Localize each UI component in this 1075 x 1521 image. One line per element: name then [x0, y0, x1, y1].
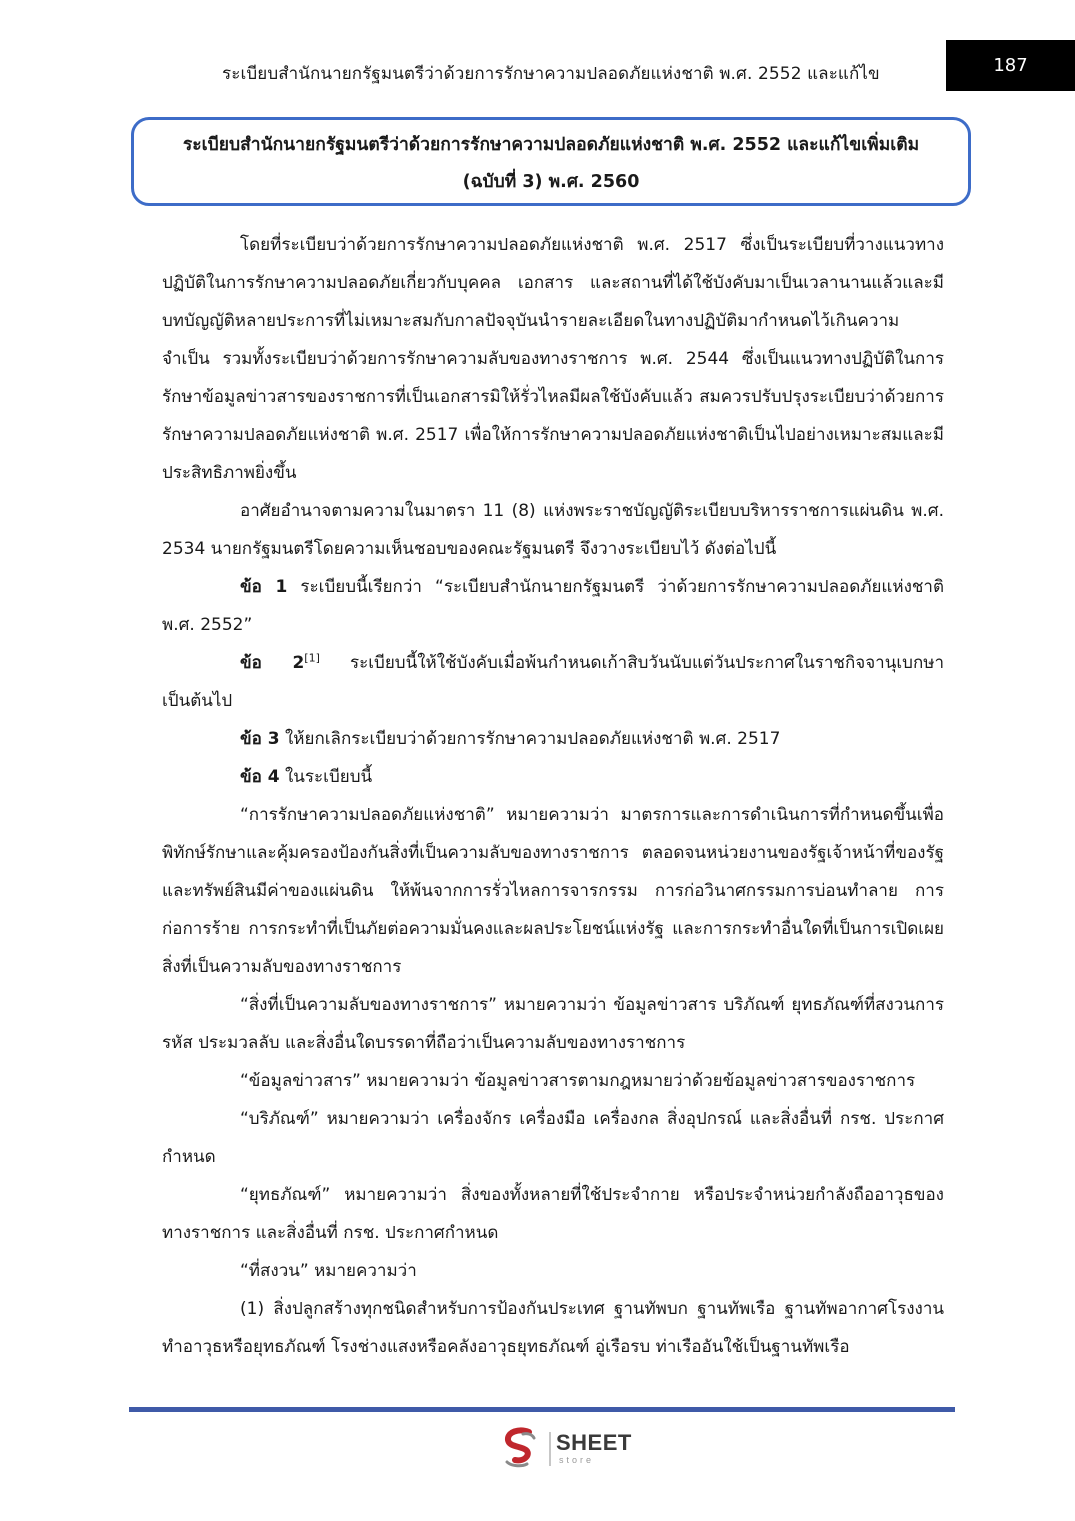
definition-military-supplies: “ยุทธภัณฑ์” หมายความว่า สิ่งของทั้งหลายที่ใช้ประจำกาย หรือประจำหน่วยกำลังถืออาวุธของทางราชการ และสิ่งอื่นที่ กรช. ประกาศกำหนด — [162, 1185, 944, 1243]
sheet-store-logo — [499, 1426, 659, 1472]
clause-4 — [162, 758, 944, 796]
clause-3 — [162, 720, 944, 758]
clause-2-text: ระเบียบนี้ให้ใช้บังคับเมื่อพ้นกำหนดเก้าสิบวันนับแต่วันประกาศในราชกิจจานุเบกษาเป็นต้นไป — [162, 653, 944, 711]
clause-2-label: ข้อ 2 — [240, 653, 305, 673]
definition-restricted-area-item-1: (1) สิ่งปลูกสร้างทุกชนิดสำหรับการป้องกันประเทศ ฐานทัพบก ฐานทัพเรือ ฐานทัพอากาศโรงงานทำอาวุธหรือยุทธภัณฑ์ โรงช่างแสงหรือคลังอาวุธยุทธภัณฑ์ อู่เรือรบ ท่าเรืออันใช้เป็นฐานทัพเรือ — [162, 1299, 944, 1357]
clause-2-footnote-ref: [1] — [304, 651, 320, 665]
running-header-title: ระเบียบสำนักนายกรัฐมนตรีว่าด้วยการรักษาความปลอดภัยแห่งชาติ พ.ศ. 2552 และแก้ไข — [222, 64, 880, 84]
page-number: 187 — [946, 40, 1075, 91]
clause-4-label: ข้อ 4 — [240, 767, 280, 787]
logo-wordmark: SHEET — [556, 1430, 632, 1455]
definition-restricted-area: “ที่สงวน” หมายความว่า — [240, 1261, 417, 1281]
running-header — [0, 58, 1075, 88]
preamble-paragraph: โดยที่ระเบียบว่าด้วยการรักษาความปลอดภัยแห่งชาติ พ.ศ. 2517 ซึ่งเป็นระเบียบที่วางแนวทางปฏิบัติในการรักษาความปลอดภัยเกี่ยวกับบุคคล เอกสาร และสถานที่ได้ใช้บังคับมาเป็นเวลานานแล้วและมีบทบัญญัติหลายประการที่ไม่เหมาะสมกับกาลปัจจุบันนำรายละเอียดในทางปฏิบัติมากำหนดไว้เกินความจำเป็น รวมทั้งระเบียบว่าด้วยการรักษาความลับของทางราชการ พ.ศ. 2544 ซึ่งเป็นแนวทางปฏิบัติในการรักษาข้อมูลข่าวสารของราชการที่เป็นเอกสารมิให้รั่วไหลมีผลใช้บังคับแล้ว สมควรปรับปรุงระเบียบว่าด้วยการรักษาความปลอดภัยแห่งชาติ พ.ศ. 2517 เพื่อให้การรักษาความปลอดภัยแห่งชาติเป็นไปอย่างเหมาะสมและมีประสิทธิภาพยิ่งขึ้น — [162, 235, 944, 483]
definition-information: “ข้อมูลข่าวสาร” หมายความว่า ข้อมูลข่าวสารตามกฎหมายว่าด้วยข้อมูลข่าวสารของราชการ — [240, 1071, 916, 1091]
definition-official-secret: “สิ่งที่เป็นความลับของทางราชการ” หมายความว่า ข้อมูลข่าวสาร บริภัณฑ์ ยุทธภัณฑ์ที่สงวนการรหัส ประมวลลับ และสิ่งอื่นใดบรรดาที่ถือว่าเป็นความลับของทางราชการ — [162, 995, 944, 1053]
clause-3-label: ข้อ 3 — [240, 729, 280, 749]
definition-national-security: “การรักษาความปลอดภัยแห่งชาติ” หมายความว่า มาตรการและการดำเนินการที่กำหนดขึ้นเพื่อพิทักษ์รักษาและคุ้มครองป้องกันสิ่งที่เป็นความลับของทางราชการ ตลอดจนหน่วยงานของรัฐเจ้าหน้าที่ของรัฐ และทรัพย์สินมีค่าของแผ่นดิน ให้พ้นจากการรั่วไหลการจารกรรม การก่อวินาศกรรมการบ่อนทำลาย การก่อการร้าย การกระทำที่เป็นภัยต่อความมั่นคงและผลประโยชน์แห่งรัฐ และการกระทำอื่นใดที่เป็นการเปิดเผยสิ่งที่เป็นความลับของทางราชการ — [162, 805, 944, 977]
logo-subtext: store — [559, 1455, 595, 1465]
clause-1-label: ข้อ 1 — [240, 577, 288, 597]
clause-1-text: ระเบียบนี้เรียกว่า “ระเบียบสำนักนายกรัฐมนตรี ว่าด้วยการรักษาความปลอดภัยแห่งชาติ พ.ศ. 2552” — [162, 577, 945, 635]
definition-equipment: “บริภัณฑ์” หมายความว่า เครื่องจักร เครื่องมือ เครื่องกล สิ่งอุปกรณ์ และสิ่งอื่นที่ กรช. ประกาศกำหนด — [162, 1109, 944, 1167]
clause-2 — [162, 644, 944, 720]
sheet-store-logo-icon — [499, 1426, 543, 1470]
clause-3-text: ให้ยกเลิกระเบียบว่าด้วยการรักษาความปลอดภัยแห่งชาติ พ.ศ. 2517 — [279, 729, 781, 749]
clause-4-text: ในระเบียบนี้ — [279, 767, 373, 787]
document-title-box — [131, 117, 971, 206]
clause-1 — [162, 568, 944, 644]
document-title-line1: ระเบียบสำนักนายกรัฐมนตรีว่าด้วยการรักษาความปลอดภัยแห่งชาติ พ.ศ. 2552 และแก้ไขเพิ่มเติม — [182, 135, 920, 155]
authority-paragraph: อาศัยอำนาจตามความในมาตรา 11 (8) แห่งพระราชบัญญัติระเบียบบริหารราชการแผ่นดิน พ.ศ. 2534 นายกรัฐมนตรีโดยความเห็นชอบของคณะรัฐมนตรี จึงวางระเบียบไว้ ดังต่อไปนี้ — [162, 501, 944, 559]
footer-divider — [129, 1407, 955, 1412]
document-title-line2: (ฉบับที่ 3) พ.ศ. 2560 — [462, 172, 640, 192]
logo-separator — [549, 1432, 551, 1466]
document-body — [162, 226, 944, 1366]
